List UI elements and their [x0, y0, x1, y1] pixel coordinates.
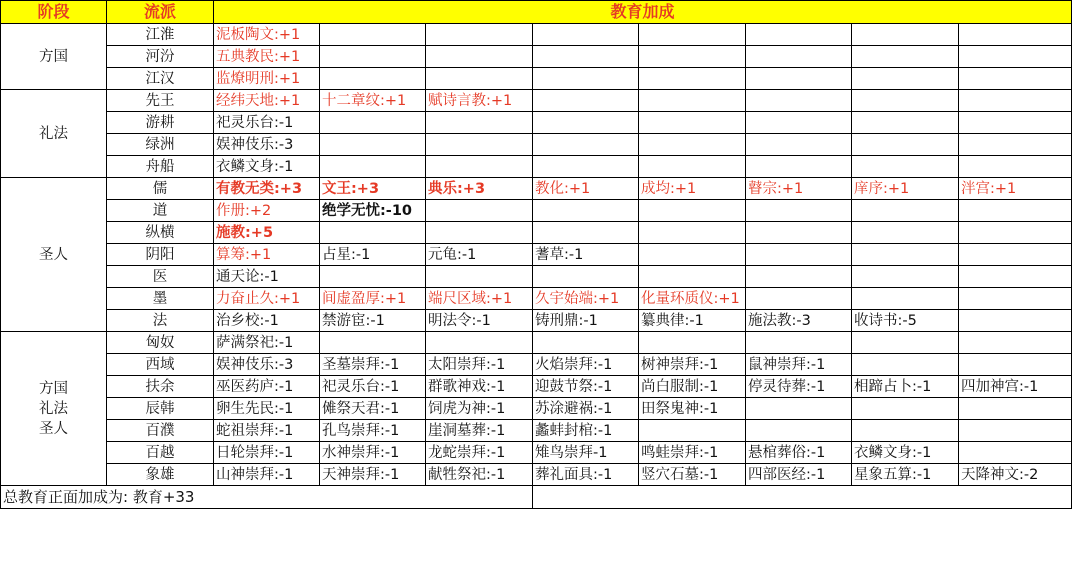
bonus-cell	[959, 244, 1072, 266]
table-row	[1, 376, 1072, 398]
bonus-cell	[639, 266, 746, 288]
bonus-cell: 祀灵乐台:-1	[320, 376, 426, 398]
table-row	[1, 398, 1072, 420]
bonus-cell: 迎鼓节祭:-1	[533, 376, 639, 398]
bonus-cell: 收诗书:-5	[852, 310, 959, 332]
bonus-cell	[746, 46, 852, 68]
bonus-cell	[852, 156, 959, 178]
table-row	[1, 464, 1072, 486]
bonus-cell: 庠序:+1	[852, 178, 959, 200]
bonus-cell: 萨满祭祀:-1	[214, 332, 320, 354]
bonus-cell	[639, 200, 746, 222]
bonus-cell	[959, 112, 1072, 134]
bonus-cell: 算筹:+1	[214, 244, 320, 266]
bonus-cell	[533, 46, 639, 68]
bonus-cell	[959, 156, 1072, 178]
bonus-cell: 日轮崇拜:-1	[214, 442, 320, 464]
bonus-cell	[746, 222, 852, 244]
table-row	[1, 90, 1072, 112]
footer-row	[1, 486, 1072, 509]
bonus-cell	[959, 90, 1072, 112]
header-school: 流派	[107, 1, 214, 24]
school-cell: 百越	[107, 442, 214, 464]
table-row	[1, 200, 1072, 222]
bonus-cell	[320, 24, 426, 46]
bonus-cell: 五典教民:+1	[214, 46, 320, 68]
bonus-cell: 文王:+3	[320, 178, 426, 200]
school-cell: 纵横	[107, 222, 214, 244]
bonus-cell	[852, 222, 959, 244]
bonus-cell: 铸刑鼎:-1	[533, 310, 639, 332]
bonus-cell: 禁游宦:-1	[320, 310, 426, 332]
school-cell: 儒	[107, 178, 214, 200]
bonus-cell: 四部医经:-1	[746, 464, 852, 486]
bonus-cell	[426, 112, 533, 134]
bonus-cell: 化量环质仪:+1	[639, 288, 746, 310]
bonus-cell: 绝学无忧:-10	[320, 200, 426, 222]
bonus-cell	[852, 46, 959, 68]
bonus-cell	[426, 156, 533, 178]
bonus-cell: 饲虎为神:-1	[426, 398, 533, 420]
bonus-cell	[426, 68, 533, 90]
bonus-cell: 明法令:-1	[426, 310, 533, 332]
bonus-cell: 群歌神戏:-1	[426, 376, 533, 398]
bonus-cell: 作册:+2	[214, 200, 320, 222]
bonus-cell	[320, 156, 426, 178]
bonus-cell: 龙蛇崇拜:-1	[426, 442, 533, 464]
bonus-cell: 星象五算:-1	[852, 464, 959, 486]
school-cell: 道	[107, 200, 214, 222]
bonus-cell: 卵生先民:-1	[214, 398, 320, 420]
bonus-cell	[746, 156, 852, 178]
bonus-cell	[959, 134, 1072, 156]
total-bonus-text: 总教育正面加成为: 教育+33	[1, 486, 533, 509]
bonus-cell	[959, 266, 1072, 288]
bonus-cell: 祀灵乐台:-1	[214, 112, 320, 134]
bonus-cell	[426, 46, 533, 68]
bonus-cell: 间虚盈厚:+1	[320, 288, 426, 310]
bonus-cell	[533, 222, 639, 244]
bonus-cell	[959, 332, 1072, 354]
bonus-cell	[426, 134, 533, 156]
table-row	[1, 112, 1072, 134]
bonus-cell: 泮宫:+1	[959, 178, 1072, 200]
bonus-cell	[320, 134, 426, 156]
bonus-cell	[959, 288, 1072, 310]
bonus-cell: 葬礼面具:-1	[533, 464, 639, 486]
table-row	[1, 310, 1072, 332]
school-cell: 舟船	[107, 156, 214, 178]
bonus-cell: 衣鳞文身:-1	[852, 442, 959, 464]
bonus-cell: 献牲祭祀:-1	[426, 464, 533, 486]
bonus-cell: 占星:-1	[320, 244, 426, 266]
bonus-cell	[959, 68, 1072, 90]
bonus-cell: 水神崇拜:-1	[320, 442, 426, 464]
bonus-cell	[959, 46, 1072, 68]
bonus-cell: 蓍草:-1	[533, 244, 639, 266]
bonus-cell	[426, 222, 533, 244]
bonus-cell	[852, 354, 959, 376]
bonus-cell: 孔鸟崇拜:-1	[320, 420, 426, 442]
table-body	[1, 1, 1072, 509]
bonus-cell: 相蹄占卜:-1	[852, 376, 959, 398]
bonus-cell: 山神崇拜:-1	[214, 464, 320, 486]
school-cell: 法	[107, 310, 214, 332]
table-row	[1, 354, 1072, 376]
school-cell: 墨	[107, 288, 214, 310]
bonus-cell	[852, 332, 959, 354]
bonus-cell: 纂典律:-1	[639, 310, 746, 332]
school-cell: 江汉	[107, 68, 214, 90]
bonus-cell	[639, 90, 746, 112]
bonus-cell: 悬棺葬俗:-1	[746, 442, 852, 464]
table-row	[1, 332, 1072, 354]
table-row	[1, 266, 1072, 288]
bonus-cell: 力奋止久:+1	[214, 288, 320, 310]
table-row	[1, 420, 1072, 442]
bonus-cell: 经纬天地:+1	[214, 90, 320, 112]
school-cell: 西域	[107, 354, 214, 376]
bonus-cell	[959, 222, 1072, 244]
school-cell: 象雄	[107, 464, 214, 486]
bonus-cell: 圣墓崇拜:-1	[320, 354, 426, 376]
bonus-cell: 久宇始端:+1	[533, 288, 639, 310]
table-row	[1, 24, 1072, 46]
bonus-cell: 瞽宗:+1	[746, 178, 852, 200]
bonus-cell	[746, 134, 852, 156]
header-row	[1, 1, 1072, 24]
bonus-cell	[852, 68, 959, 90]
bonus-cell	[426, 200, 533, 222]
bonus-cell: 鼠神崇拜:-1	[746, 354, 852, 376]
bonus-cell	[320, 266, 426, 288]
bonus-cell	[639, 420, 746, 442]
bonus-cell	[959, 24, 1072, 46]
bonus-cell	[639, 24, 746, 46]
bonus-cell	[320, 332, 426, 354]
bonus-cell	[852, 420, 959, 442]
bonus-cell	[533, 112, 639, 134]
bonus-cell: 成均:+1	[639, 178, 746, 200]
school-cell: 先王	[107, 90, 214, 112]
school-cell: 医	[107, 266, 214, 288]
bonus-cell: 施教:+5	[214, 222, 320, 244]
bonus-cell	[533, 200, 639, 222]
school-cell: 百濮	[107, 420, 214, 442]
bonus-cell	[533, 90, 639, 112]
bonus-cell: 十二章纹:+1	[320, 90, 426, 112]
bonus-cell: 鸣蛙崇拜:-1	[639, 442, 746, 464]
bonus-cell: 元龟:-1	[426, 244, 533, 266]
bonus-cell	[852, 134, 959, 156]
bonus-cell	[746, 90, 852, 112]
table-row	[1, 222, 1072, 244]
bonus-cell	[639, 134, 746, 156]
bonus-cell: 治乡校:-1	[214, 310, 320, 332]
bonus-cell	[852, 288, 959, 310]
bonus-cell	[533, 156, 639, 178]
bonus-cell	[852, 398, 959, 420]
bonus-cell: 火焰崇拜:-1	[533, 354, 639, 376]
school-cell: 游耕	[107, 112, 214, 134]
bonus-cell	[746, 288, 852, 310]
bonus-cell	[533, 68, 639, 90]
school-cell: 辰韩	[107, 398, 214, 420]
bonus-cell	[320, 222, 426, 244]
bonus-cell	[639, 156, 746, 178]
bonus-cell	[746, 398, 852, 420]
table-row	[1, 46, 1072, 68]
bonus-cell	[533, 134, 639, 156]
table-row	[1, 68, 1072, 90]
bonus-cell	[533, 24, 639, 46]
bonus-cell: 娱神伎乐:-3	[214, 354, 320, 376]
school-cell: 绿洲	[107, 134, 214, 156]
bonus-cell: 天神崇拜:-1	[320, 464, 426, 486]
bonus-cell: 教化:+1	[533, 178, 639, 200]
bonus-cell	[959, 354, 1072, 376]
footer-blank	[533, 486, 1072, 509]
header-bonus: 教育加成	[214, 1, 1072, 24]
bonus-cell	[639, 68, 746, 90]
stage-cell: 礼法	[1, 90, 107, 178]
bonus-cell: 太阳崇拜:-1	[426, 354, 533, 376]
bonus-cell: 蛇祖崇拜:-1	[214, 420, 320, 442]
bonus-cell	[852, 244, 959, 266]
header-stage: 阶段	[1, 1, 107, 24]
bonus-cell: 田祭鬼神:-1	[639, 398, 746, 420]
table-row	[1, 288, 1072, 310]
bonus-cell	[746, 332, 852, 354]
bonus-cell: 天降神文:-2	[959, 464, 1072, 486]
bonus-cell	[959, 200, 1072, 222]
bonus-cell	[639, 222, 746, 244]
bonus-cell	[426, 332, 533, 354]
bonus-cell: 竖穴石墓:-1	[639, 464, 746, 486]
bonus-cell	[852, 266, 959, 288]
bonus-cell	[533, 332, 639, 354]
bonus-cell: 泥板陶文:+1	[214, 24, 320, 46]
bonus-cell	[852, 112, 959, 134]
stage-cell: 圣人	[1, 178, 107, 332]
school-cell: 阴阳	[107, 244, 214, 266]
bonus-cell: 赋诗言教:+1	[426, 90, 533, 112]
bonus-cell: 傩祭天君:-1	[320, 398, 426, 420]
bonus-cell	[746, 244, 852, 266]
bonus-cell: 典乐:+3	[426, 178, 533, 200]
school-cell: 江淮	[107, 24, 214, 46]
bonus-cell	[746, 266, 852, 288]
bonus-cell	[852, 200, 959, 222]
bonus-cell: 雉鸟崇拜-1	[533, 442, 639, 464]
bonus-cell	[320, 46, 426, 68]
stage-cell: 方国 礼法 圣人	[1, 332, 107, 486]
table-row	[1, 442, 1072, 464]
bonus-cell: 监燎明刑:+1	[214, 68, 320, 90]
bonus-cell	[746, 420, 852, 442]
bonus-cell	[639, 46, 746, 68]
bonus-cell: 停灵待葬:-1	[746, 376, 852, 398]
bonus-cell	[959, 442, 1072, 464]
bonus-cell	[746, 200, 852, 222]
bonus-cell	[852, 90, 959, 112]
bonus-cell: 巫医药庐:-1	[214, 376, 320, 398]
bonus-cell	[639, 244, 746, 266]
bonus-cell	[746, 68, 852, 90]
bonus-cell: 端尺区域:+1	[426, 288, 533, 310]
school-cell: 河汾	[107, 46, 214, 68]
bonus-cell: 娱神伎乐:-3	[214, 134, 320, 156]
bonus-cell	[639, 112, 746, 134]
bonus-cell	[426, 266, 533, 288]
bonus-cell	[639, 332, 746, 354]
bonus-cell	[746, 112, 852, 134]
bonus-cell	[852, 24, 959, 46]
bonus-cell: 四加神宫:-1	[959, 376, 1072, 398]
table-row	[1, 178, 1072, 200]
bonus-cell: 树神崇拜:-1	[639, 354, 746, 376]
school-cell: 扶余	[107, 376, 214, 398]
bonus-cell: 衣鳞文身:-1	[214, 156, 320, 178]
bonus-cell	[746, 24, 852, 46]
bonus-cell: 苏涂避祸:-1	[533, 398, 639, 420]
table-row	[1, 244, 1072, 266]
table-row	[1, 156, 1072, 178]
bonus-cell	[426, 24, 533, 46]
bonus-cell: 崖洞墓葬:-1	[426, 420, 533, 442]
bonus-cell: 施法教:-3	[746, 310, 852, 332]
bonus-cell	[320, 68, 426, 90]
bonus-cell	[320, 112, 426, 134]
stage-cell: 方国	[1, 24, 107, 90]
school-cell: 匈奴	[107, 332, 214, 354]
bonus-cell: 通天论:-1	[214, 266, 320, 288]
bonus-cell: 尚白服制:-1	[639, 376, 746, 398]
bonus-cell	[533, 266, 639, 288]
table-row	[1, 134, 1072, 156]
bonus-cell	[959, 420, 1072, 442]
bonus-cell	[959, 398, 1072, 420]
bonus-cell: 蠡蚌封棺:-1	[533, 420, 639, 442]
bonus-cell	[959, 310, 1072, 332]
bonus-cell: 有教无类:+3	[214, 178, 320, 200]
